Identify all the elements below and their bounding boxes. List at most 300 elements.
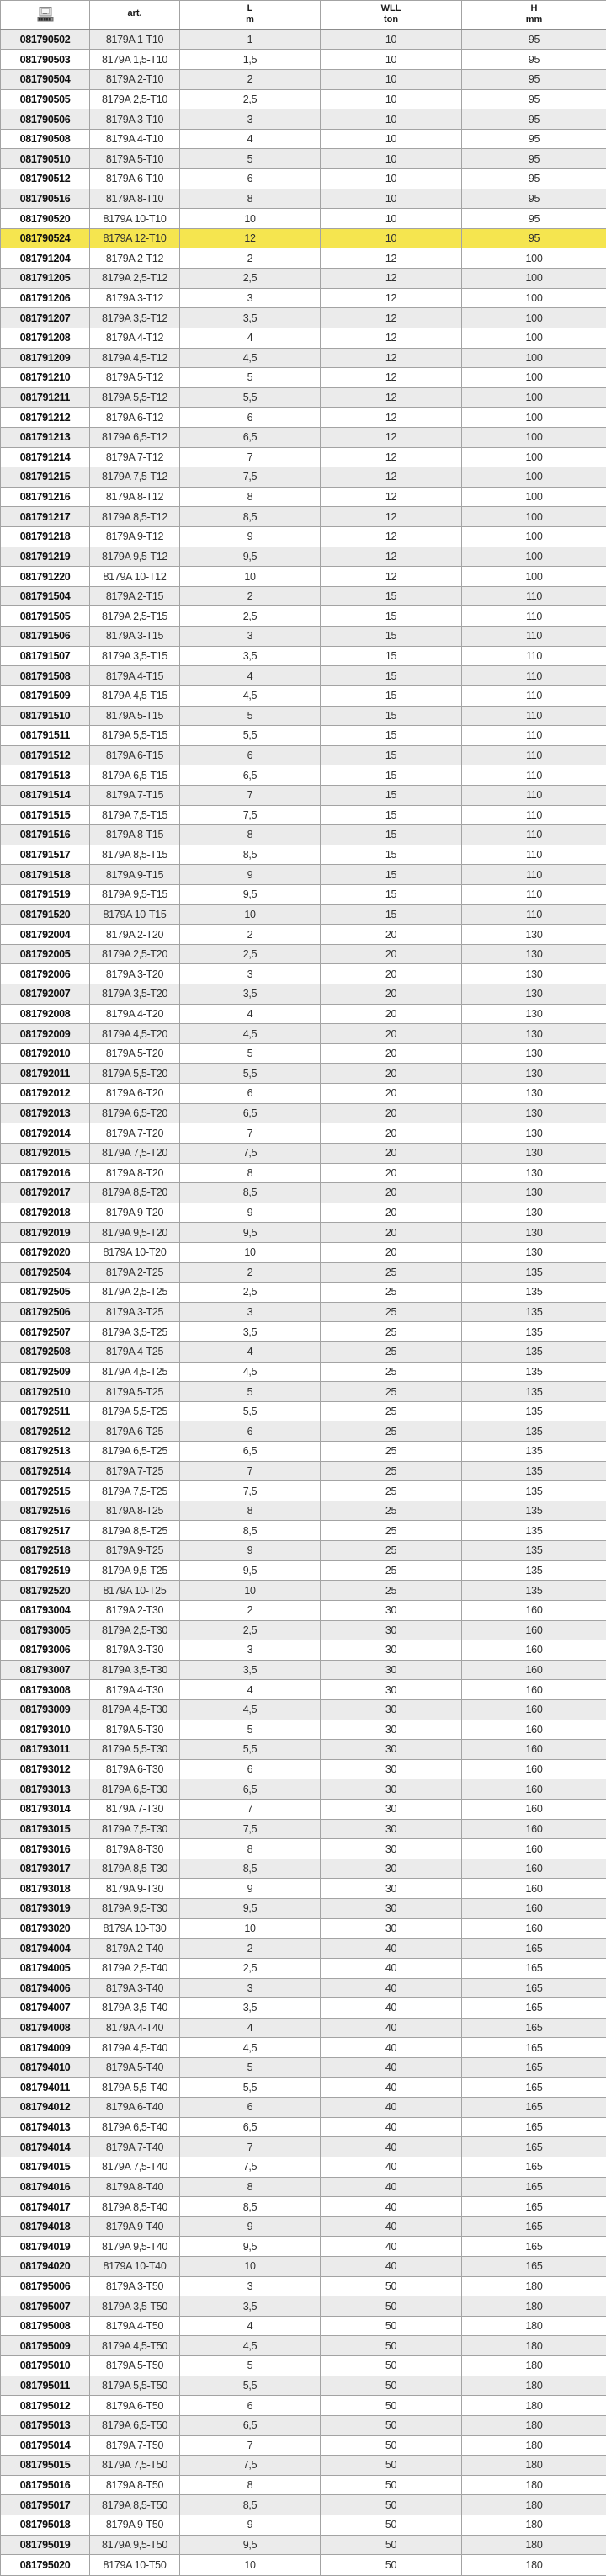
- length-cell: 10: [180, 209, 321, 229]
- length-cell: 6: [180, 169, 321, 189]
- height-cell: 100: [462, 527, 606, 547]
- art-cell: 8179A 3,5-T15: [90, 646, 180, 666]
- art-cell: 8179A 8,5-T20: [90, 1183, 180, 1203]
- length-cell: 6: [180, 745, 321, 765]
- table-row: [1, 2456, 606, 2476]
- height-cell: 110: [462, 646, 606, 666]
- code-cell: 081793006: [1, 1640, 90, 1661]
- length-cell: 9,5: [180, 2535, 321, 2555]
- code-cell: 081793008: [1, 1680, 90, 1700]
- length-cell: 3: [180, 1640, 321, 1661]
- code-cell: 081795011: [1, 2376, 90, 2396]
- height-cell: 135: [462, 1302, 606, 1322]
- wll-cell: 20: [321, 1163, 462, 1183]
- art-cell: 8179A 6,5-T50: [90, 2415, 180, 2435]
- length-cell: 3: [180, 1302, 321, 1322]
- wll-cell: 50: [321, 2296, 462, 2317]
- code-cell: 081791218: [1, 527, 90, 547]
- table-row: [1, 1024, 606, 1044]
- height-cell: 100: [462, 248, 606, 269]
- code-cell: 081792509: [1, 1362, 90, 1382]
- height-cell: 165: [462, 2216, 606, 2237]
- height-cell: 110: [462, 825, 606, 845]
- table-row: [1, 1481, 606, 1501]
- art-cell: 8179A 6-T30: [90, 1759, 180, 1779]
- table-row: [1, 1203, 606, 1223]
- code-cell: 081791515: [1, 805, 90, 825]
- height-cell: 130: [462, 964, 606, 984]
- height-cell: 135: [462, 1560, 606, 1581]
- height-cell: 165: [462, 1998, 606, 2019]
- height-cell: 135: [462, 1401, 606, 1421]
- table-body: [1, 29, 606, 2576]
- art-cell: 8179A 4,5-T12: [90, 348, 180, 368]
- length-cell: 8,5: [180, 1183, 321, 1203]
- height-cell: 180: [462, 2336, 606, 2356]
- art-cell: 8179A 7,5-T40: [90, 2157, 180, 2177]
- art-cell: 8179A 4-T50: [90, 2316, 180, 2336]
- code-cell: 081792508: [1, 1342, 90, 1363]
- length-cell: 6,5: [180, 427, 321, 447]
- wll-cell: 40: [321, 2157, 462, 2177]
- table-row: [1, 2415, 606, 2435]
- art-cell: 8179A 7-T40: [90, 2137, 180, 2157]
- wll-cell: 10: [321, 129, 462, 149]
- art-cell: 8179A 10-T15: [90, 904, 180, 925]
- code-cell: 081790524: [1, 228, 90, 248]
- art-cell: 8179A 3,5-T30: [90, 1660, 180, 1680]
- art-cell: 8179A 6,5-T40: [90, 2117, 180, 2137]
- height-cell: 160: [462, 1660, 606, 1680]
- art-cell: 8179A 4-T25: [90, 1342, 180, 1363]
- art-cell: 8179A 9,5-T25: [90, 1560, 180, 1581]
- height-cell: 160: [462, 1759, 606, 1779]
- height-cell: 110: [462, 884, 606, 904]
- wll-cell: 15: [321, 646, 462, 666]
- height-cell: 180: [462, 2535, 606, 2555]
- height-cell: 100: [462, 408, 606, 428]
- height-cell: 130: [462, 1043, 606, 1064]
- table-row: [1, 2276, 606, 2296]
- height-cell: 100: [462, 487, 606, 507]
- length-cell: 3,5: [180, 1322, 321, 1342]
- height-cell: 180: [462, 2376, 606, 2396]
- code-cell: 081792008: [1, 1004, 90, 1024]
- code-cell: 081792015: [1, 1143, 90, 1163]
- wll-cell: 30: [321, 1740, 462, 1760]
- table-row: [1, 2077, 606, 2098]
- height-cell: 160: [462, 1680, 606, 1700]
- code-cell: 081793017: [1, 1859, 90, 1879]
- length-cell: 3,5: [180, 646, 321, 666]
- code-cell: 081791209: [1, 348, 90, 368]
- table-row: [1, 1322, 606, 1342]
- art-cell: 8179A 7-T15: [90, 785, 180, 805]
- length-cell: 2,5: [180, 89, 321, 109]
- length-cell: 8,5: [180, 1859, 321, 1879]
- table-row: [1, 2157, 606, 2177]
- art-cell: 8179A 9,5-T40: [90, 2237, 180, 2257]
- code-cell: 081791518: [1, 865, 90, 885]
- length-cell: 3: [180, 288, 321, 308]
- code-cell: 081794009: [1, 2038, 90, 2058]
- wll-cell: 50: [321, 2316, 462, 2336]
- wll-cell: 30: [321, 1779, 462, 1800]
- code-cell: 081792517: [1, 1521, 90, 1541]
- code-cell: 081792515: [1, 1481, 90, 1501]
- table-row: [1, 2216, 606, 2237]
- height-cell: 110: [462, 865, 606, 885]
- table-row: [1, 1501, 606, 1521]
- code-cell: 081792507: [1, 1322, 90, 1342]
- table-row: [1, 765, 606, 786]
- height-cell: 95: [462, 209, 606, 229]
- length-cell: 7: [180, 785, 321, 805]
- art-cell: 8179A 3,5-T12: [90, 308, 180, 328]
- height-cell: 130: [462, 1223, 606, 1243]
- wll-cell: 25: [321, 1541, 462, 1561]
- table-row: [1, 1720, 606, 1740]
- code-cell: 081795020: [1, 2555, 90, 2576]
- wll-cell: 50: [321, 2495, 462, 2515]
- code-cell: 081792016: [1, 1163, 90, 1183]
- code-cell: 081794011: [1, 2077, 90, 2098]
- wll-cell: 15: [321, 785, 462, 805]
- length-cell: 8,5: [180, 1521, 321, 1541]
- length-cell: 4: [180, 1004, 321, 1024]
- height-cell: 180: [462, 2555, 606, 2576]
- wll-cell: 25: [321, 1442, 462, 1462]
- table-row: [1, 547, 606, 567]
- table-row: [1, 685, 606, 706]
- table-row: [1, 2237, 606, 2257]
- length-cell: 8,5: [180, 845, 321, 865]
- table-row: [1, 169, 606, 189]
- wll-cell: 20: [321, 1242, 462, 1262]
- table-row: [1, 726, 606, 746]
- art-cell: 8179A 4,5-T40: [90, 2038, 180, 2058]
- art-cell: 8179A 8-T20: [90, 1163, 180, 1183]
- code-cell: 081790520: [1, 209, 90, 229]
- length-cell: 2: [180, 1939, 321, 1959]
- length-cell: 7,5: [180, 467, 321, 488]
- art-cell: 8179A 5-T12: [90, 368, 180, 388]
- table-row: [1, 2356, 606, 2376]
- table-row: [1, 1262, 606, 1283]
- table-row: [1, 1163, 606, 1183]
- wll-cell: 40: [321, 2216, 462, 2237]
- art-cell: 8179A 2-T20: [90, 925, 180, 945]
- length-cell: 7: [180, 2435, 321, 2456]
- art-cell: 8179A 6,5-T25: [90, 1442, 180, 1462]
- wll-cell: 25: [321, 1560, 462, 1581]
- art-cell: 8179A 3-T25: [90, 1302, 180, 1322]
- length-cell: 2,5: [180, 1958, 321, 1978]
- art-cell: 8179A 8-T15: [90, 825, 180, 845]
- length-cell: 4,5: [180, 1362, 321, 1382]
- height-cell: 165: [462, 1939, 606, 1959]
- code-cell: 081794012: [1, 2098, 90, 2118]
- code-cell: 081791510: [1, 706, 90, 726]
- length-cell: 3,5: [180, 1998, 321, 2019]
- height-cell: 135: [462, 1421, 606, 1442]
- art-cell: 8179A 3,5-T20: [90, 984, 180, 1005]
- art-cell: 8179A 10-T12: [90, 567, 180, 587]
- length-cell: 9,5: [180, 1560, 321, 1581]
- art-cell: 8179A 3-T30: [90, 1640, 180, 1661]
- wll-cell: 20: [321, 984, 462, 1005]
- table-row: [1, 1103, 606, 1123]
- table-row: [1, 50, 606, 70]
- code-cell: 081791505: [1, 606, 90, 627]
- wll-cell: 12: [321, 447, 462, 467]
- code-cell: 081790512: [1, 169, 90, 189]
- wll-cell: 25: [321, 1581, 462, 1601]
- art-cell: 8179A 7,5-T30: [90, 1819, 180, 1839]
- height-cell: 110: [462, 765, 606, 786]
- length-cell: 4,5: [180, 1024, 321, 1044]
- art-cell: 8179A 2,5-T12: [90, 269, 180, 289]
- table-row: [1, 2396, 606, 2416]
- table-row: [1, 328, 606, 348]
- wll-cell: 20: [321, 925, 462, 945]
- art-cell: 8179A 10-T50: [90, 2555, 180, 2576]
- length-cell: 2,5: [180, 269, 321, 289]
- length-cell: 10: [180, 1242, 321, 1262]
- table-row: [1, 368, 606, 388]
- art-cell: 8179A 6,5-T12: [90, 427, 180, 447]
- table-row: [1, 586, 606, 606]
- length-cell: 5,5: [180, 1401, 321, 1421]
- height-cell: 130: [462, 984, 606, 1005]
- art-cell: 8179A 4,5-T20: [90, 1024, 180, 1044]
- length-cell: 5,5: [180, 726, 321, 746]
- table-row: [1, 1680, 606, 1700]
- length-cell: 8,5: [180, 2197, 321, 2217]
- art-cell: 8179A 10-T25: [90, 1581, 180, 1601]
- height-cell: 100: [462, 387, 606, 408]
- height-cell: 100: [462, 348, 606, 368]
- art-cell: 8179A 4-T10: [90, 129, 180, 149]
- wll-cell: 10: [321, 189, 462, 209]
- table-row: [1, 865, 606, 885]
- height-cell: 180: [462, 2515, 606, 2535]
- length-cell: 5: [180, 2057, 321, 2077]
- art-cell: 8179A 9-T40: [90, 2216, 180, 2237]
- code-cell: 081792018: [1, 1203, 90, 1223]
- table-row: [1, 1899, 606, 1919]
- height-cell: 160: [462, 1620, 606, 1640]
- height-cell: 130: [462, 1183, 606, 1203]
- height-cell: 100: [462, 308, 606, 328]
- column-label: H: [530, 3, 538, 13]
- wll-cell: 15: [321, 865, 462, 885]
- code-cell: 081792012: [1, 1084, 90, 1104]
- height-cell: 135: [462, 1541, 606, 1561]
- table-row: [1, 2336, 606, 2356]
- table-row: [1, 964, 606, 984]
- height-cell: 180: [462, 2276, 606, 2296]
- art-cell: 8179A 9-T50: [90, 2515, 180, 2535]
- code-cell: 081791516: [1, 825, 90, 845]
- code-cell: 081791512: [1, 745, 90, 765]
- length-cell: 5: [180, 1043, 321, 1064]
- table-row: [1, 785, 606, 805]
- code-cell: 081795013: [1, 2415, 90, 2435]
- art-cell: 8179A 5-T30: [90, 1720, 180, 1740]
- wll-cell: 25: [321, 1501, 462, 1521]
- wll-cell: 30: [321, 1620, 462, 1640]
- code-cell: 081791205: [1, 269, 90, 289]
- length-cell: 3,5: [180, 1660, 321, 1680]
- table-row: [1, 1699, 606, 1720]
- table-row: [1, 2296, 606, 2317]
- height-cell: 180: [462, 2396, 606, 2416]
- table-row: [1, 1560, 606, 1581]
- table-row: [1, 209, 606, 229]
- wll-cell: 40: [321, 2197, 462, 2217]
- wll-cell: 10: [321, 29, 462, 50]
- art-cell: 8179A 8,5-T25: [90, 1521, 180, 1541]
- wll-cell: 15: [321, 745, 462, 765]
- table-row: [1, 387, 606, 408]
- art-cell: 8179A 6-T10: [90, 169, 180, 189]
- wll-cell: 15: [321, 845, 462, 865]
- wll-cell: 10: [321, 169, 462, 189]
- code-cell: 081793007: [1, 1660, 90, 1680]
- code-cell: 081791504: [1, 586, 90, 606]
- table-row: [1, 2257, 606, 2277]
- art-cell: 8179A 3-T10: [90, 109, 180, 130]
- wll-cell: 25: [321, 1283, 462, 1303]
- art-cell: 8179A 7-T12: [90, 447, 180, 467]
- height-cell: 130: [462, 1004, 606, 1024]
- length-cell: 8: [180, 1839, 321, 1859]
- height-cell: 130: [462, 1143, 606, 1163]
- table-row: [1, 706, 606, 726]
- art-cell: 8179A 5,5-T50: [90, 2376, 180, 2396]
- length-cell: 4: [180, 2316, 321, 2336]
- art-cell: 8179A 6,5-T15: [90, 765, 180, 786]
- code-cell: 081793012: [1, 1759, 90, 1779]
- table-row: [1, 1004, 606, 1024]
- length-cell: 4,5: [180, 685, 321, 706]
- wll-cell: 50: [321, 2415, 462, 2435]
- code-cell: 081793013: [1, 1779, 90, 1800]
- height-cell: 180: [462, 2475, 606, 2495]
- code-cell: 081794016: [1, 2177, 90, 2197]
- wll-cell: 25: [321, 1461, 462, 1481]
- wll-cell: 10: [321, 50, 462, 70]
- table-row: [1, 1143, 606, 1163]
- art-cell: 8179A 5,5-T15: [90, 726, 180, 746]
- length-cell: 2,5: [180, 1620, 321, 1640]
- code-cell: 081792512: [1, 1421, 90, 1442]
- table-row: [1, 1839, 606, 1859]
- height-cell: 180: [462, 2435, 606, 2456]
- wll-cell: 30: [321, 1660, 462, 1680]
- art-cell: 8179A 8,5-T12: [90, 507, 180, 527]
- art-cell: 8179A 3-T15: [90, 627, 180, 647]
- art-cell: 8179A 9-T30: [90, 1879, 180, 1899]
- art-cell: 8179A 5-T20: [90, 1043, 180, 1064]
- height-cell: 110: [462, 726, 606, 746]
- table-row: [1, 2495, 606, 2515]
- length-cell: 3,5: [180, 2296, 321, 2317]
- art-cell: 8179A 6-T40: [90, 2098, 180, 2118]
- code-cell: 081792007: [1, 984, 90, 1005]
- length-cell: 7,5: [180, 805, 321, 825]
- art-cell: 8179A 7,5-T15: [90, 805, 180, 825]
- art-cell: 8179A 8,5-T40: [90, 2197, 180, 2217]
- wll-cell: 40: [321, 2098, 462, 2118]
- length-cell: 7,5: [180, 1481, 321, 1501]
- code-cell: 081792014: [1, 1123, 90, 1144]
- code-cell: 081794020: [1, 2257, 90, 2277]
- height-cell: 165: [462, 2018, 606, 2038]
- wll-cell: 12: [321, 248, 462, 269]
- table-row: [1, 288, 606, 308]
- length-cell: 4: [180, 1680, 321, 1700]
- wll-cell: 10: [321, 228, 462, 248]
- art-cell: 8179A 6-T12: [90, 408, 180, 428]
- height-cell: 160: [462, 1699, 606, 1720]
- length-cell: 8: [180, 189, 321, 209]
- code-cell: 081794008: [1, 2018, 90, 2038]
- art-cell: 8179A 2,5-T10: [90, 89, 180, 109]
- length-cell: 5,5: [180, 1740, 321, 1760]
- art-cell: 8179A 5,5-T20: [90, 1064, 180, 1084]
- length-cell: 7,5: [180, 1143, 321, 1163]
- length-cell: 2: [180, 925, 321, 945]
- height-cell: 100: [462, 447, 606, 467]
- code-cell: 081792009: [1, 1024, 90, 1044]
- wll-cell: 40: [321, 1939, 462, 1959]
- code-cell: 081795007: [1, 2296, 90, 2317]
- length-cell: 6: [180, 2396, 321, 2416]
- wll-cell: 12: [321, 288, 462, 308]
- art-cell: 8179A 4,5-T50: [90, 2336, 180, 2356]
- length-cell: 6,5: [180, 1779, 321, 1800]
- table-row: [1, 1581, 606, 1601]
- code-cell: 081794005: [1, 1958, 90, 1978]
- wll-cell: 15: [321, 904, 462, 925]
- length-cell: 6: [180, 1421, 321, 1442]
- art-cell: 8179A 8,5-T50: [90, 2495, 180, 2515]
- length-cell: 6: [180, 408, 321, 428]
- code-cell: 081793019: [1, 1899, 90, 1919]
- length-cell: 9: [180, 1203, 321, 1223]
- length-cell: 1,5: [180, 50, 321, 70]
- art-cell: 8179A 2-T30: [90, 1600, 180, 1620]
- table-row: [1, 2177, 606, 2197]
- column-unit: m: [246, 14, 254, 25]
- height-cell: 100: [462, 328, 606, 348]
- art-cell: 8179A 1-T10: [90, 29, 180, 50]
- table-row: [1, 2038, 606, 2058]
- wll-cell: 15: [321, 685, 462, 706]
- wll-cell: 20: [321, 1103, 462, 1123]
- length-cell: 8: [180, 2475, 321, 2495]
- length-cell: 5: [180, 1720, 321, 1740]
- height-cell: 165: [462, 2257, 606, 2277]
- table-row: [1, 1819, 606, 1839]
- height-cell: 135: [462, 1322, 606, 1342]
- length-cell: 3,5: [180, 308, 321, 328]
- table-row: [1, 189, 606, 209]
- wll-cell: 12: [321, 387, 462, 408]
- wll-cell: 20: [321, 1183, 462, 1203]
